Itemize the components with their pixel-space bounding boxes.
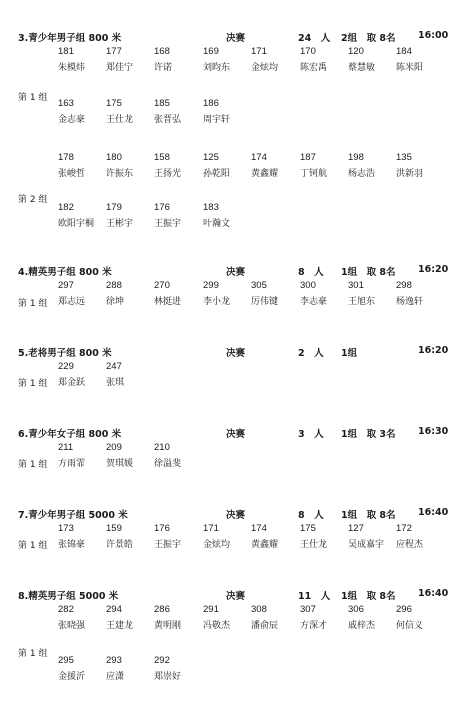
athlete-name: 金炫均 xyxy=(251,63,279,73)
bib-number: 135 xyxy=(396,152,412,163)
bib-number: 295 xyxy=(58,655,74,666)
bib-number: 180 xyxy=(106,152,122,163)
athlete-name: 厉伟键 xyxy=(251,297,279,307)
bib-number: 179 xyxy=(106,202,122,213)
event-header xyxy=(18,30,448,44)
event-entrant-count: 24 人 xyxy=(298,33,331,44)
athlete-name: 郑志远 xyxy=(58,297,86,307)
bib-number: 291 xyxy=(203,604,219,615)
group-label: 第 1 组 xyxy=(18,649,48,659)
athlete-name: 欧阳宇桐 xyxy=(58,219,95,229)
athlete-name: 杨逸轩 xyxy=(396,297,424,307)
bib-number: 171 xyxy=(203,523,219,534)
bib-number: 177 xyxy=(106,46,122,57)
athlete-name: 许振东 xyxy=(106,169,134,179)
bib-number: 293 xyxy=(106,655,122,666)
athlete-name: 李小龙 xyxy=(203,297,231,307)
event-groups-qualify: 1组 xyxy=(341,348,358,359)
bib-number: 297 xyxy=(58,280,74,291)
athlete-name: 叶瀚文 xyxy=(203,219,231,229)
athlete-name: 刘昀东 xyxy=(203,63,231,73)
athlete-name: 洪新羽 xyxy=(396,169,424,179)
event-round: 决赛 xyxy=(226,429,246,440)
athlete-name: 张晋弘 xyxy=(154,115,182,125)
event-start-time: 16:00 xyxy=(418,30,449,41)
athlete-name: 许景皓 xyxy=(106,540,134,550)
athlete-name: 朱模炜 xyxy=(58,63,86,73)
bib-number: 175 xyxy=(106,98,122,109)
athlete-name: 吴成嘉宇 xyxy=(348,540,385,550)
athlete-name: 黄明刚 xyxy=(154,621,182,631)
athlete-name: 戚梓杰 xyxy=(348,621,376,631)
athlete-name: 王振宇 xyxy=(154,219,182,229)
event-header xyxy=(18,426,448,440)
group-label: 第 1 组 xyxy=(18,93,48,103)
athlete-name: 方深才 xyxy=(300,621,328,631)
bib-number: 296 xyxy=(396,604,412,615)
athlete-name: 王建龙 xyxy=(106,621,134,631)
event-groups-qualify: 1组 取 8名 xyxy=(341,267,396,278)
athlete-name: 金志豪 xyxy=(58,115,86,125)
bib-number: 184 xyxy=(396,46,412,57)
athlete-name: 张琪 xyxy=(106,378,125,388)
event-round: 决赛 xyxy=(226,591,246,602)
athlete-name: 张峻哲 xyxy=(58,169,86,179)
athlete-name: 金炫均 xyxy=(203,540,231,550)
athlete-name: 冯敬杰 xyxy=(203,621,231,631)
athlete-name: 林挺进 xyxy=(154,297,182,307)
athlete-name: 孙乾阳 xyxy=(203,169,231,179)
bib-number: 209 xyxy=(106,442,122,453)
bib-number: 294 xyxy=(106,604,122,615)
event-title: 7.青少年男子组 5000 米 xyxy=(18,510,128,521)
event-header xyxy=(18,264,448,278)
event-start-time: 16:40 xyxy=(418,588,449,599)
event-groups-qualify: 1组 取 8名 xyxy=(341,510,396,521)
bib-number: 306 xyxy=(348,604,364,615)
athlete-name: 李志豪 xyxy=(300,297,328,307)
bib-number: 120 xyxy=(348,46,364,57)
bib-number: 170 xyxy=(300,46,316,57)
bib-number: 211 xyxy=(58,442,74,453)
bib-number: 186 xyxy=(203,98,219,109)
bib-number: 307 xyxy=(300,604,316,615)
athlete-name: 周宇轩 xyxy=(203,115,231,125)
athlete-name: 王振宇 xyxy=(154,540,182,550)
bib-number: 286 xyxy=(154,604,170,615)
bib-number: 298 xyxy=(396,280,412,291)
event-round: 决赛 xyxy=(226,267,246,278)
athlete-name: 郑崇好 xyxy=(154,672,182,682)
athlete-name: 应程杰 xyxy=(396,540,424,550)
group-label: 第 1 组 xyxy=(18,299,48,309)
athlete-name: 王扬光 xyxy=(154,169,182,179)
bib-number: 185 xyxy=(154,98,170,109)
bib-number: 176 xyxy=(154,202,170,213)
athlete-name: 张晓强 xyxy=(58,621,86,631)
bib-number: 301 xyxy=(348,280,364,291)
bib-number: 210 xyxy=(154,442,170,453)
bib-number: 282 xyxy=(58,604,74,615)
event-title: 6.青少年女子组 800 米 xyxy=(18,429,122,440)
bib-number: 299 xyxy=(203,280,219,291)
event-header xyxy=(18,588,448,602)
bib-number: 169 xyxy=(203,46,219,57)
athlete-name: 杨志浩 xyxy=(348,169,376,179)
bib-number: 158 xyxy=(154,152,170,163)
bib-number: 305 xyxy=(251,280,267,291)
event-groups-qualify: 1组 取 3名 xyxy=(341,429,396,440)
group-label: 第 1 组 xyxy=(18,379,48,389)
event-header xyxy=(18,345,448,359)
event-entrant-count: 8 人 xyxy=(298,267,324,278)
event-groups-qualify: 1组 取 8名 xyxy=(341,591,396,602)
bib-number: 198 xyxy=(348,152,364,163)
athlete-name: 王仕龙 xyxy=(300,540,328,550)
event-title: 4.精英男子组 800 米 xyxy=(18,267,112,278)
athlete-name: 许诺 xyxy=(154,63,173,73)
bib-number: 292 xyxy=(154,655,170,666)
athlete-name: 陈米阳 xyxy=(396,63,424,73)
bib-number: 178 xyxy=(58,152,74,163)
bib-number: 125 xyxy=(203,152,219,163)
athlete-name: 徐坤 xyxy=(106,297,125,307)
event-entrant-count: 8 人 xyxy=(298,510,324,521)
athlete-name: 应潇 xyxy=(106,672,125,682)
event-round: 决赛 xyxy=(226,510,246,521)
bib-number: 308 xyxy=(251,604,267,615)
bib-number: 300 xyxy=(300,280,316,291)
event-start-time: 16:40 xyxy=(418,507,449,518)
event-groups-qualify: 2组 取 8名 xyxy=(341,33,396,44)
bib-number: 182 xyxy=(58,202,74,213)
athlete-name: 郑金跃 xyxy=(58,378,86,388)
event-title: 8.精英男子组 5000 米 xyxy=(18,591,119,602)
athlete-name: 徐溢斐 xyxy=(154,459,182,469)
bib-number: 183 xyxy=(203,202,219,213)
event-entrant-count: 11 人 xyxy=(298,591,331,602)
bib-number: 229 xyxy=(58,361,74,372)
bib-number: 247 xyxy=(106,361,122,372)
athlete-name: 张锦豪 xyxy=(58,540,86,550)
bib-number: 174 xyxy=(251,152,267,163)
bib-number: 171 xyxy=(251,46,267,57)
group-label: 第 2 组 xyxy=(18,195,48,205)
athlete-name: 王彬宇 xyxy=(106,219,134,229)
event-start-time: 16:20 xyxy=(418,264,449,275)
bib-number: 168 xyxy=(154,46,170,57)
bib-number: 159 xyxy=(106,523,122,534)
group-label: 第 1 组 xyxy=(18,541,48,551)
bib-number: 175 xyxy=(300,523,316,534)
athlete-name: 贺琪媛 xyxy=(106,459,134,469)
group-label: 第 1 组 xyxy=(18,460,48,470)
bib-number: 127 xyxy=(348,523,364,534)
athlete-name: 王仕龙 xyxy=(106,115,134,125)
event-entrant-count: 3 人 xyxy=(298,429,324,440)
event-title: 3.青少年男子组 800 米 xyxy=(18,33,122,44)
bib-number: 288 xyxy=(106,280,122,291)
athlete-name: 潘俞辰 xyxy=(251,621,279,631)
athlete-name: 丁钶航 xyxy=(300,169,328,179)
bib-number: 176 xyxy=(154,523,170,534)
event-round: 决赛 xyxy=(226,33,246,44)
event-start-time: 16:20 xyxy=(418,345,449,356)
athlete-name: 何信义 xyxy=(396,621,424,631)
athlete-name: 郑佳宁 xyxy=(106,63,134,73)
event-title: 5.老将男子组 800 米 xyxy=(18,348,112,359)
bib-number: 172 xyxy=(396,523,412,534)
athlete-name: 黄鑫耀 xyxy=(251,540,279,550)
bib-number: 270 xyxy=(154,280,170,291)
bib-number: 181 xyxy=(58,46,74,57)
athlete-name: 黄鑫耀 xyxy=(251,169,279,179)
bib-number: 173 xyxy=(58,523,74,534)
bib-number: 163 xyxy=(58,98,74,109)
event-round: 决赛 xyxy=(226,348,246,359)
event-start-time: 16:30 xyxy=(418,426,449,437)
bib-number: 187 xyxy=(300,152,316,163)
event-entrant-count: 2 人 xyxy=(298,348,324,359)
athlete-name: 方雨霏 xyxy=(58,459,86,469)
athlete-name: 金援沂 xyxy=(58,672,86,682)
event-header xyxy=(18,507,448,521)
bib-number: 174 xyxy=(251,523,267,534)
athlete-name: 陈宏禹 xyxy=(300,63,328,73)
athlete-name: 王旭东 xyxy=(348,297,376,307)
athlete-name: 蔡慧敏 xyxy=(348,63,376,73)
